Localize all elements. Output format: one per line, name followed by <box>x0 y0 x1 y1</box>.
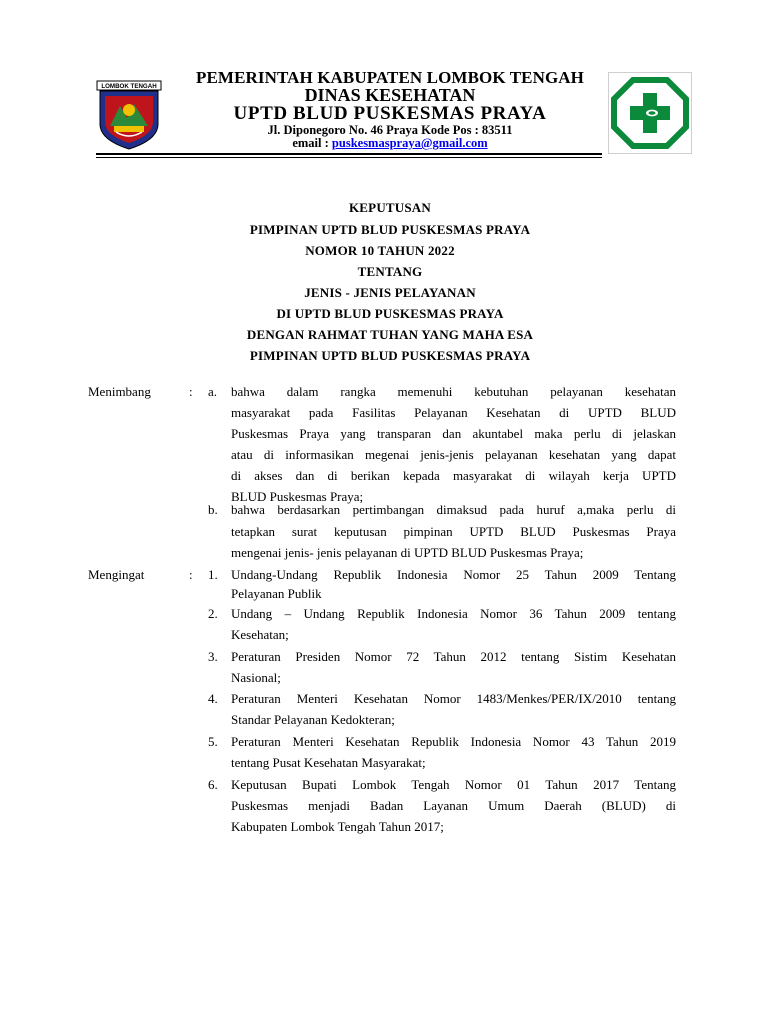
decree-number: NOMOR 10 TAHUN 2022 <box>305 243 455 258</box>
header-rule-thin <box>96 157 602 158</box>
menimbang-a-line: bahwa dalam rangka memenuhi kebutuhan pelayanan kesehatan <box>231 384 676 399</box>
menimbang-colon: : <box>189 384 193 399</box>
mengingat-item-marker: 1. <box>208 567 218 582</box>
decree-invocation: DENGAN RAHMAT TUHAN YANG MAHA ESA <box>246 327 534 342</box>
mengingat-item-line: Undang – Undang Republik Indonesia Nomor 36 Tahun 2009 tentang <box>231 606 676 621</box>
mengingat-item-line: tentang Pusat Kesehatan Masyarakat; <box>231 755 426 770</box>
mengingat-item-marker: 5. <box>208 734 218 749</box>
mengingat-item-line: Standar Pelayanan Kedokteran; <box>231 712 395 727</box>
menimbang-a-line: masyarakat pada Fasilitas Pelayanan Kesehatan di UPTD BLUD <box>231 405 676 420</box>
mengingat-item-line: Pelayanan Publik <box>231 586 322 601</box>
decree-title: KEPUTUSAN <box>349 200 431 215</box>
emblem-caption: LOMBOK TENGAH <box>101 83 157 91</box>
mengingat-item-marker: 3. <box>208 649 218 664</box>
decree-subject-location: DI UPTD BLUD PUSKESMAS PRAYA <box>276 306 504 321</box>
menimbang-label: Menimbang <box>88 384 151 399</box>
mengingat-item-line: Peraturan Menteri Kesehatan Nomor 1483/Menkes/PER/IX/2010 tentang <box>231 691 676 706</box>
mengingat-item-line: Peraturan Presiden Nomor 72 Tahun 2012 tentang Sistim Kesehatan <box>231 649 676 664</box>
email-label: email : <box>292 136 332 150</box>
menimbang-a-line: atau di informasikan megenai jenis-jenis pelayanan kesehatan yang dapat <box>231 447 676 462</box>
menimbang-a-marker: a. <box>208 384 218 399</box>
header-rule-thick <box>96 153 602 155</box>
mengingat-colon: : <box>189 567 193 582</box>
menimbang-a-line: di akses dan di berikan kepada masyarakat di wilayah kerja UPTD <box>231 468 676 483</box>
mengingat-item-marker: 4. <box>208 691 218 706</box>
mengingat-item-line: Nasional; <box>231 670 281 685</box>
header-department: DINAS KESEHATAN <box>304 85 476 105</box>
header-email-line <box>170 136 610 151</box>
menimbang-a-line: Puskesmas Praya yang transparan dan akuntabel maka perlu di jelaskan <box>231 426 676 441</box>
mengingat-item-line: Kabupaten Lombok Tengah Tahun 2017; <box>231 819 444 834</box>
mengingat-item-marker: 2. <box>208 606 218 621</box>
mengingat-item-line: Kesehatan; <box>231 627 289 642</box>
menimbang-b-marker: b. <box>208 502 218 517</box>
header-address: Jl. Diponegoro No. 46 Praya Kode Pos : 83511 <box>267 123 513 137</box>
mengingat-item-line: Peraturan Menteri Kesehatan Republik Indonesia Nomor 43 Tahun 2019 <box>231 734 676 749</box>
menimbang-b-line: tetapkan surat keputusan pimpinan UPTD BLUD Puskesmas Praya <box>231 524 676 539</box>
email-link[interactable]: puskesmaspraya@gmail.com <box>331 136 488 150</box>
header-institution: UPTD BLUD PUSKESMAS PRAYA <box>233 103 547 124</box>
mengingat-item-line: Undang-Undang Republik Indonesia Nomor 25 Tahun 2009 Tentang <box>231 567 676 582</box>
header-government: PEMERINTAH KABUPATEN LOMBOK TENGAH <box>196 68 584 87</box>
mengingat-item-line: Keputusan Bupati Lombok Tengah Nomor 01 Tahun 2017 Tentang <box>231 777 676 792</box>
mengingat-item-marker: 6. <box>208 777 218 792</box>
decree-subject: JENIS - JENIS PELAYANAN <box>304 285 476 300</box>
puskesmas-logo <box>608 72 692 154</box>
menimbang-b-line: mengenai jenis- jenis pelayanan di UPTD BLUD Puskesmas Praya; <box>231 545 584 560</box>
lombok-tengah-emblem <box>96 80 162 150</box>
mengingat-item-line: Puskesmas menjadi Badan Layanan Umum Daerah (BLUD) di <box>231 798 676 813</box>
menimbang-a-line: BLUD Puskesmas Praya; <box>231 489 364 504</box>
menimbang-b-line: bahwa berdasarkan pertimbangan dimaksud pada huruf a,maka perlu di <box>231 502 676 517</box>
mengingat-label: Mengingat <box>88 567 145 582</box>
decree-issuer-repeat: PIMPINAN UPTD BLUD PUSKESMAS PRAYA <box>249 348 531 363</box>
decree-about: TENTANG <box>357 264 423 279</box>
decree-issuer: PIMPINAN UPTD BLUD PUSKESMAS PRAYA <box>249 222 531 237</box>
